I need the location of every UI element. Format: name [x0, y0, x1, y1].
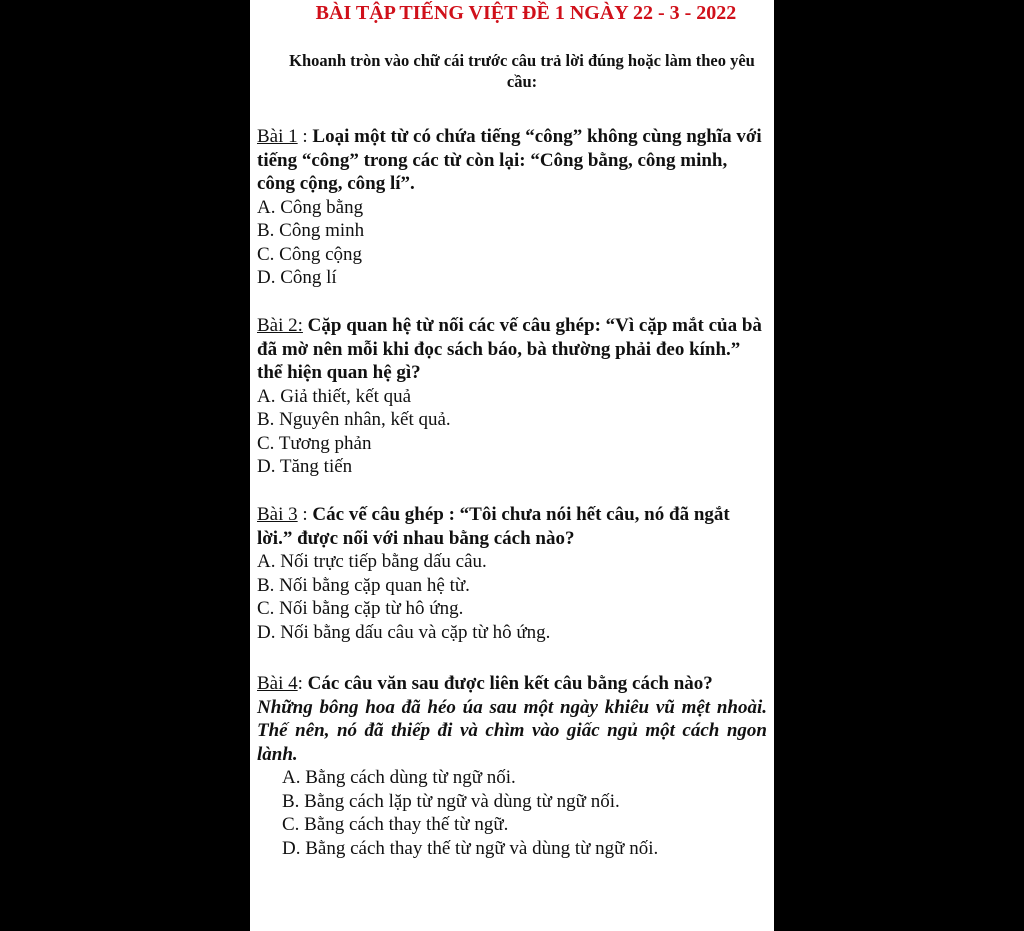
question-2: [257, 314, 767, 479]
option-c: C. Nối bằng cặp từ hô ứng.: [257, 598, 464, 619]
option-b: B. Công minh: [257, 220, 365, 241]
document-page: [250, 0, 774, 931]
option-d: D. Tăng tiến: [257, 456, 353, 477]
option-d: D. Bằng cách thay thế từ ngữ và dùng từ ngữ nối.: [282, 837, 659, 859]
option-a: A. Nối trực tiếp bằng dấu câu.: [257, 551, 487, 572]
question-3: [257, 503, 767, 644]
question-label: Bài 1: [257, 126, 298, 147]
option-c: C. Bằng cách thay thế từ ngữ.: [282, 814, 509, 835]
option-b: B. Nối bằng cặp quan hệ từ.: [257, 574, 470, 596]
option-d: D. Công lí: [257, 267, 337, 288]
option-a: A. Công bằng: [257, 196, 364, 218]
option-b: B. Nguyên nhân, kết quả.: [257, 409, 451, 430]
option-c: C. Tương phản: [257, 432, 372, 454]
option-b: B. Bằng cách lặp từ ngữ và dùng từ ngữ nối.: [282, 790, 620, 812]
option-a: A. Bằng cách dùng từ ngữ nối.: [282, 767, 516, 788]
question-label: Bài 3: [257, 504, 298, 525]
question-label: Bài 4: [257, 673, 298, 694]
instruction-text: Khoanh tròn vào chữ cái trước câu trả lời đúng hoặc làm theo yêu cầu:: [289, 51, 755, 91]
question-separator: :: [297, 126, 313, 147]
question-separator: :: [297, 504, 313, 525]
option-d: D. Nối bằng dấu câu và cặp từ hô ứng.: [257, 621, 551, 643]
question-text: Các câu văn sau được liên kết câu bằng cách nào?: [307, 673, 713, 694]
question-text: Các vế câu ghép : “Tôi chưa nói hết câu, nó đã ngắt lời.” được nối với nhau bằng cách nào?: [257, 504, 730, 549]
question-1: [257, 125, 767, 290]
option-a: A. Giả thiết, kết quả: [257, 385, 412, 407]
page-title: BÀI TẬP TIẾNG VIỆT ĐỀ 1 NGÀY 22 - 3 - 2022: [315, 2, 737, 24]
option-c: C. Công cộng: [257, 243, 363, 265]
question-text: Cặp quan hệ từ nối các vế câu ghép: “Vì cặp mắt của bà đã mờ nên mỗi khi đọc sách báo, bà thường phải đeo kính.” thể hiện quan hệ gì?: [257, 315, 762, 383]
question-4: [257, 672, 767, 860]
question-passage: Những bông hoa đã héo úa sau một ngày khiêu vũ mệt nhoài. Thế nên, nó đã thiếp đi và chìm vào giấc ngủ một cách ngon lành.: [257, 696, 767, 765]
question-label: Bài 2:: [257, 315, 303, 336]
question-separator: :: [297, 673, 308, 694]
question-text: Loại một từ có chứa tiếng “công” không cùng nghĩa với tiếng “công” trong các từ còn lại: “Công bằng, công minh, công cộng, công lí”.: [257, 126, 762, 194]
